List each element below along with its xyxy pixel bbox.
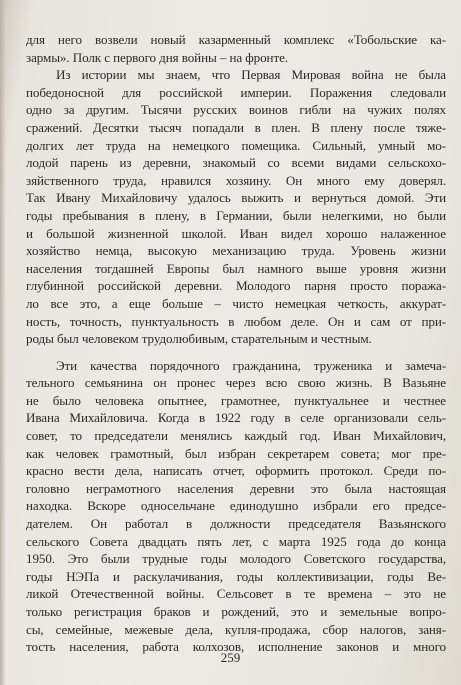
text-line: тельного семьянина он пронес через всю свою жизнь. В Вазьяне bbox=[26, 375, 446, 391]
body-text bbox=[26, 31, 446, 656]
text-line: сельского Совета двадцать пять лет, с марта 1925 года до конца bbox=[26, 533, 446, 549]
text-line: ло все это, а еще больше – чисто немецкая четкость, аккурат- bbox=[26, 295, 446, 311]
text-line: Из истории мы знаем, что Первая Мировая война не была bbox=[56, 67, 446, 83]
text-line: роды был человеком трудолюбивым, старательным и честным. bbox=[26, 331, 372, 347]
text-line: дателем. Он работал в должности председателя Вазьянского bbox=[26, 516, 446, 532]
text-line: 1950. Это были трудные годы молодого Советского государства, bbox=[26, 551, 446, 567]
text-line: годы НЭПа и раскулачивания, годы коллективизации, годы Ве- bbox=[26, 568, 446, 584]
text-line: хозяйство немца, высокую механизацию труда. Уровень жизни bbox=[26, 243, 446, 259]
text-line: головно неграмотного населения деревни это была настоящая bbox=[26, 480, 446, 496]
text-line: находка. Вскоре односельчане единодушно избрали его предсе- bbox=[26, 498, 446, 514]
text-line: глубинной российской деревни. Молодого парня просто поража- bbox=[26, 278, 446, 294]
text-line: долгих лет труда на немецкого помещика. Сильный, умный мо- bbox=[26, 137, 446, 153]
text-line: красно вести дела, написать отчет, оформить протокол. Среди по- bbox=[26, 463, 446, 479]
text-line: совет, то председатели менялись каждый год. Иван Михайлович, bbox=[26, 428, 446, 444]
text-line: лодой парень из деревни, знакомый со всеми видами сельскохо- bbox=[26, 155, 446, 171]
text-line: Эти качества порядочного гражданина, труженика и замеча- bbox=[56, 357, 446, 373]
text-line: сражений. Десятки тысяч попадали в плен. В плену после тяже- bbox=[26, 119, 446, 135]
text-line: тость населения, работа колхозов, исполнение законов и много bbox=[26, 639, 446, 655]
text-line: не было человека опытнее, грамотнее, пунктуальнее и честнее bbox=[26, 392, 446, 408]
text-line: и большой жизненной школой. Иван видел хорошо налаженное bbox=[26, 225, 446, 241]
text-line: ликой Отечественной войны. Сельсовет в те времена – это не bbox=[26, 586, 446, 602]
text-line: как человек грамотный, был избран секретарем совета; мог пре- bbox=[26, 445, 446, 461]
text-line: для него возвели новый казарменный комплекс «Тобольские ка- bbox=[26, 32, 446, 47]
text-line: населения тогдашней Европы был намного выше уровня жизни bbox=[26, 260, 446, 276]
text-line: сы, семейные, межевые дела, купля-продажа, сбор налогов, заня- bbox=[26, 621, 446, 637]
page-number: 259 bbox=[220, 650, 241, 665]
text-line: Ивана Михайловича. Когда в 1922 году в селе организовали сель- bbox=[26, 410, 446, 426]
text-line: годы пребывания в плену, в Германии, были нелегкими, но были bbox=[26, 207, 446, 223]
text-line: одно за другим. Тысячи русских воинов гибли на чужих полях bbox=[26, 102, 446, 118]
text-line: победоносной для российской империи. Поражения следовали bbox=[26, 84, 446, 100]
text-line: ность, точность, пунктуальность в любом деле. Он и сам от при- bbox=[26, 313, 446, 329]
text-line: только регистрация браков и рождений, это и земельные вопро- bbox=[26, 604, 446, 619]
text-line: зармы». Полк с первого дня войны – на фронте. bbox=[26, 49, 288, 65]
text-line: Так Ивану Михайловичу удалось выжить и вернуться домой. Эти bbox=[26, 190, 446, 206]
text-line: зяйственного труда, нравился хозяину. Он много ему доверял. bbox=[26, 172, 446, 188]
